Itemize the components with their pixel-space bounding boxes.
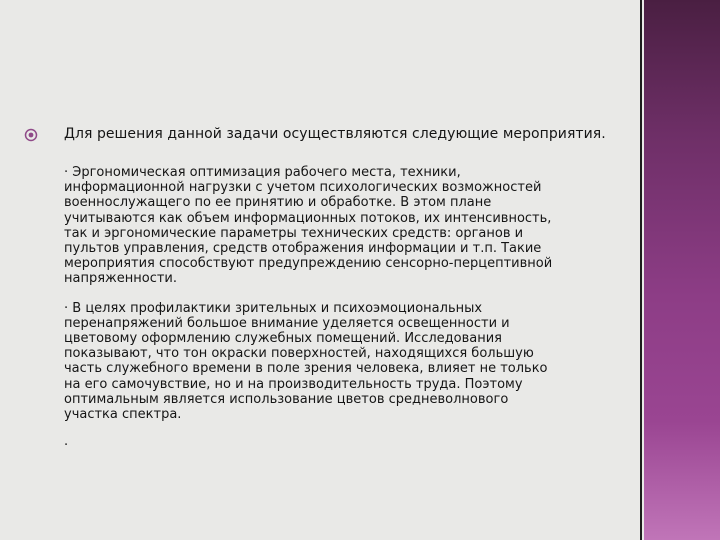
target-bullet-icon bbox=[24, 128, 38, 142]
content-block bbox=[64, 126, 624, 449]
measure-paragraph-1: · Эргономическая оптимизация рабочего места, техники, информационной нагрузки с учетом психологических возможностей военнослужащего по ее принятию и обработке. В этом плане учитываются как объем информационных потоков, их интенсивность, так и эргономические параметры технических средств: органов и пультов управления, средств отображения информации и т.п. Такие мероприятия способствуют предупреждению сенсорно-перцептивной напряженности. bbox=[64, 165, 553, 287]
side-band-decoration bbox=[644, 0, 720, 540]
trailing-dot: . bbox=[64, 434, 69, 450]
main-point: Для решения данной задачи осуществляются следующие мероприятия. bbox=[64, 126, 606, 142]
side-band-divider bbox=[640, 0, 642, 540]
measure-paragraph-2: · В целях профилактики зрительных и психоэмоциональных перенапряжений большое внимание уделяется освещенности и цветовому оформлению служебных помещений. Исследования показывают, что тон окраски поверхностей, находящихся большую часть служебного времени в поле зрения человека, влияет не только на его самочувствие, но и на производительность труда. Поэтому оптимальным является использование цветов средневолнового участка спектра. bbox=[64, 300, 548, 423]
